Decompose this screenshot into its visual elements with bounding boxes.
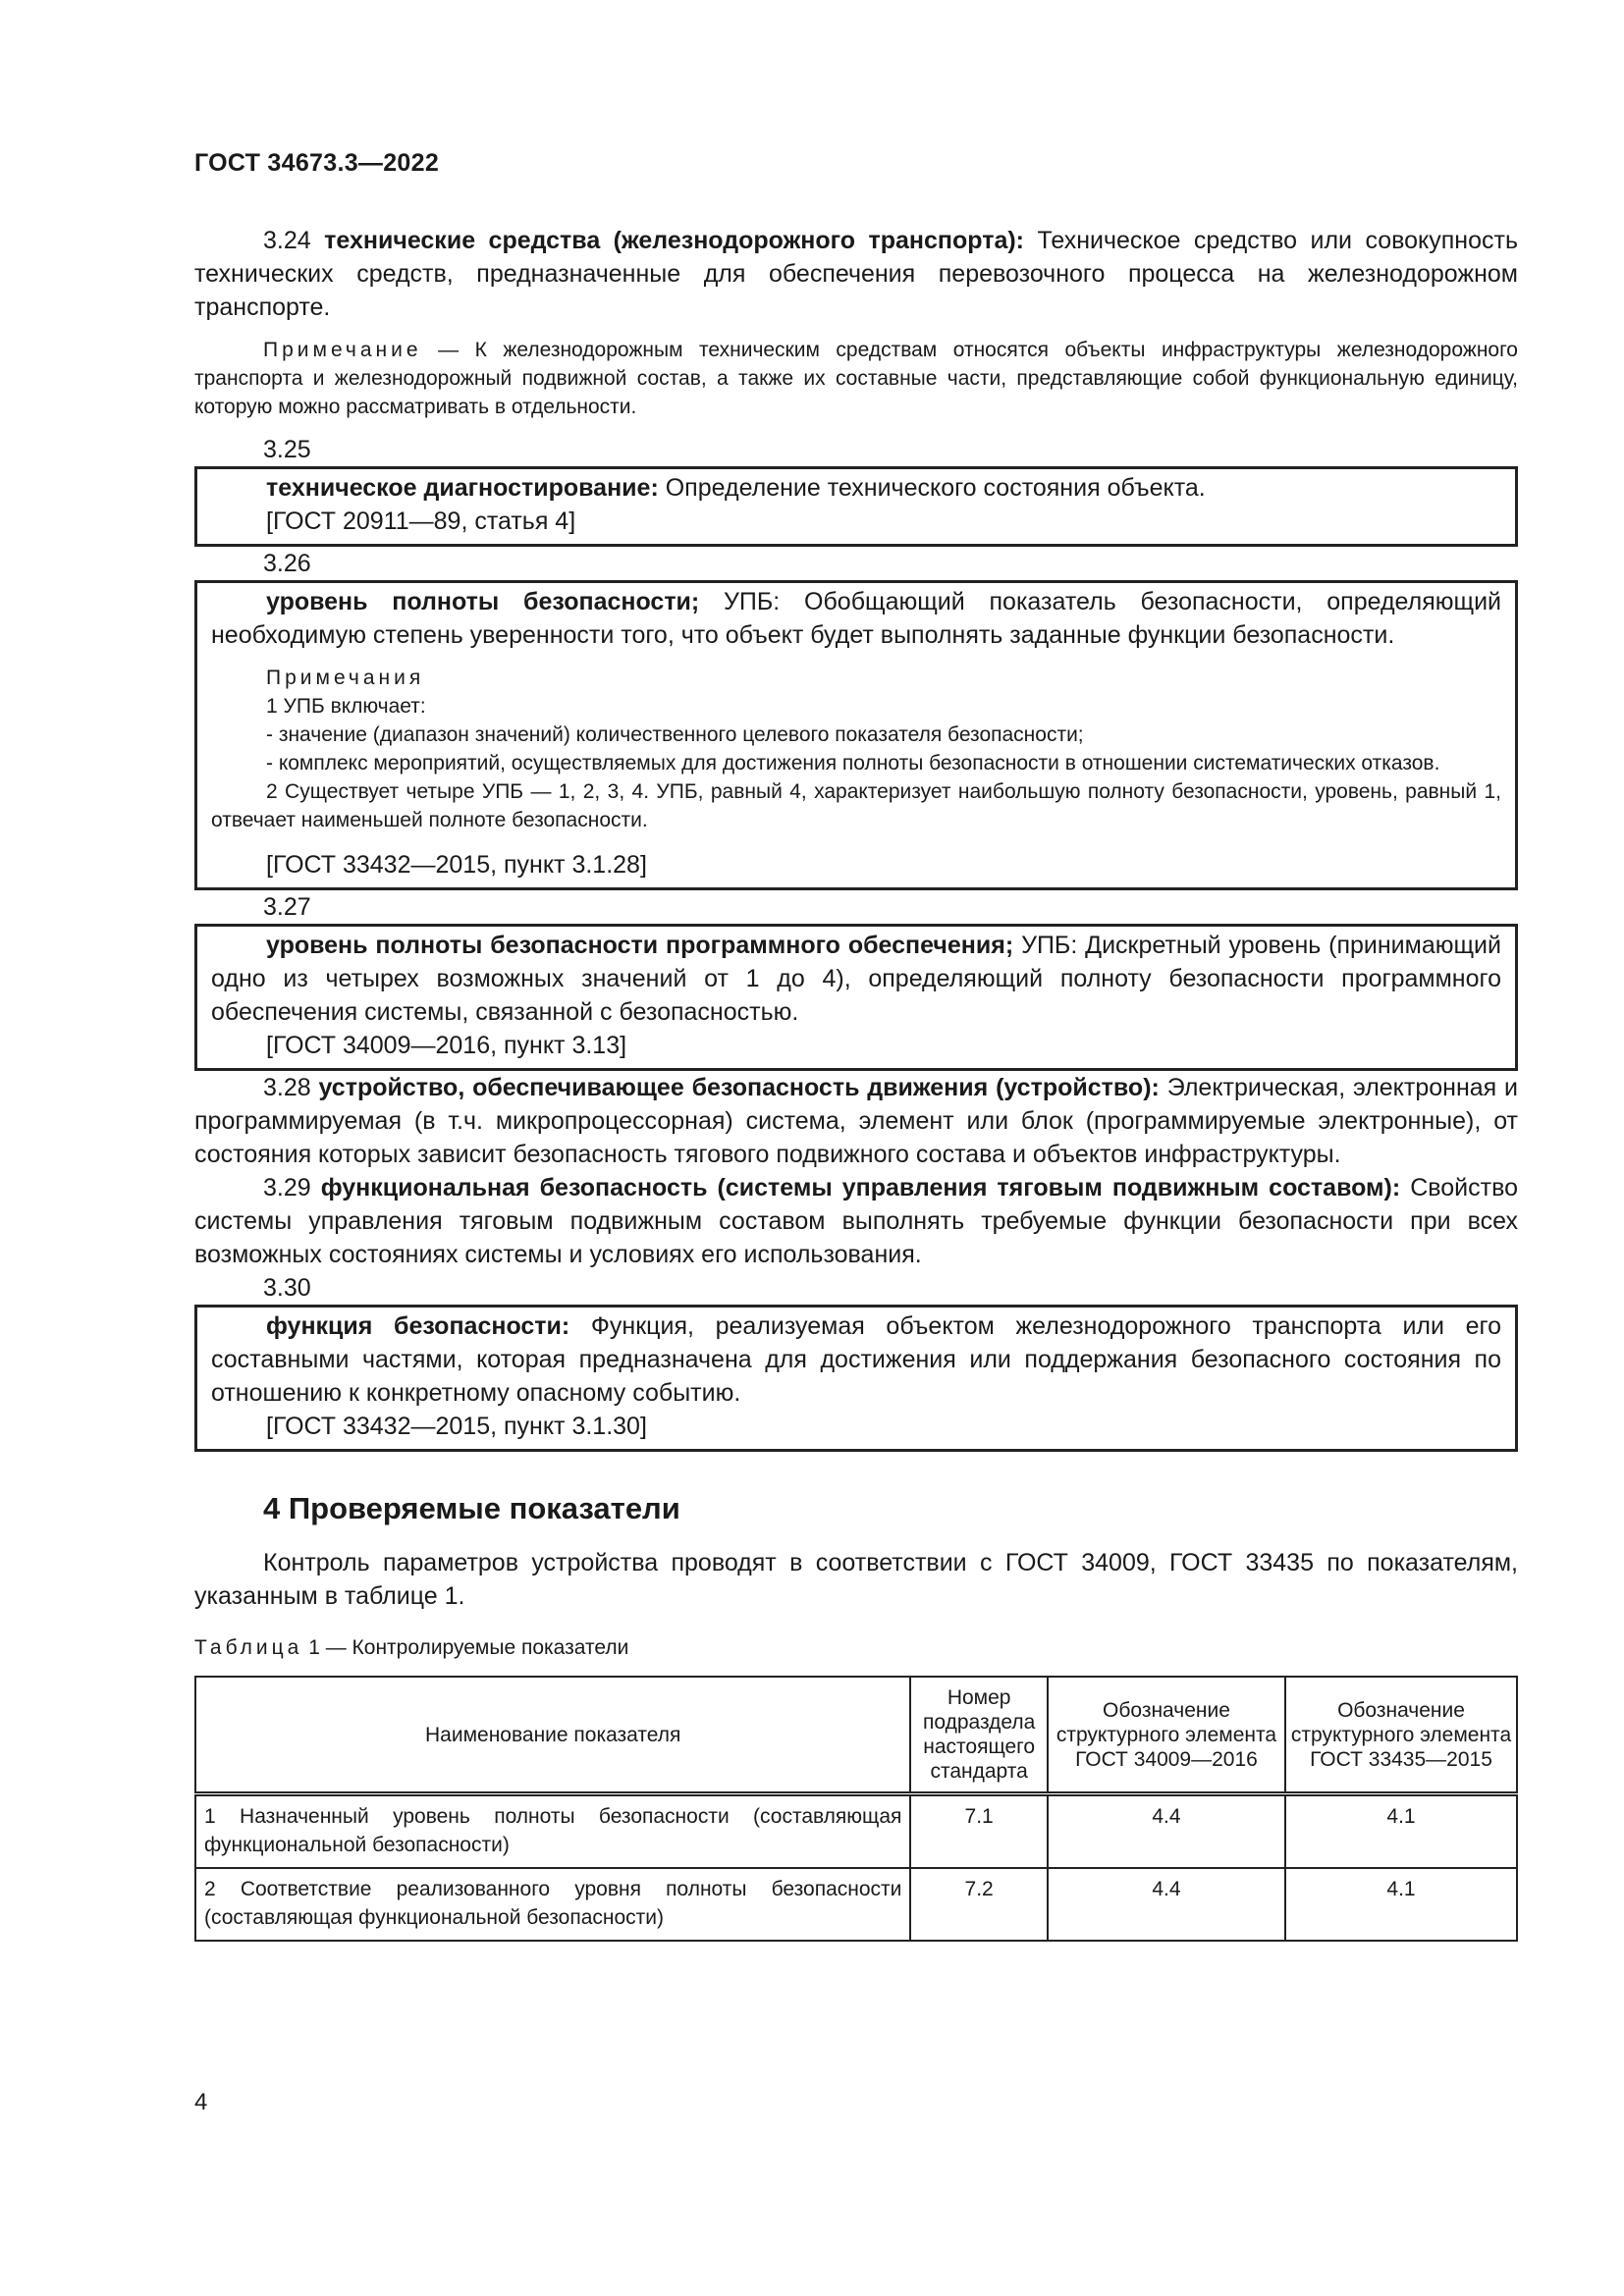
definition-text: Свойство системы управления тяговым подвижным составом выполнять требуемые функции безопасности при всех возможных состояниях системы и условиях его использования. — [194, 1174, 1518, 1268]
table-cell: 7.2 — [910, 1868, 1048, 1941]
note-1: 1 УПБ включает: — [266, 695, 426, 718]
clause-number-3-26: 3.26 — [263, 550, 311, 577]
table-caption-text: 1 — Контролируемые показатели — [308, 1636, 629, 1659]
note-1b: - комплекс мероприятий, осуществляемых для достижения полноты безопасности в отношении систематических отказов. — [266, 752, 1440, 774]
quoted-term-box-3-30 — [194, 1305, 1518, 1452]
definition-text: Функция, реализуемая объектом железнодорожного транспорта или его составными частями, которая предназначена для достижения или поддержания безопасного состояния по отношению к конкретному опасному событию. — [211, 1312, 1502, 1407]
term-paragraph — [211, 471, 1501, 505]
header-indicator-name: Наименование показателя — [195, 1677, 910, 1794]
section-title: 4 Проверяемые показатели — [263, 1491, 680, 1525]
table-caption-label: Таблица — [194, 1636, 303, 1659]
note-text: — К железнодорожным техническим средствам относятся объекты инфраструктуры железнодорожного транспорта и железнодорожный подвижной состав, а также их составные части, представляющие собой функциональную единицу, которую можно рассматривать в отдельности. — [194, 339, 1518, 418]
term-paragraph — [211, 585, 1501, 652]
source-reference: [ГОСТ 33432—2015, пункт 3.1.28] — [266, 851, 647, 879]
source-reference: [ГОСТ 33432—2015, пункт 3.1.30] — [266, 1413, 647, 1440]
note-3-24 — [194, 336, 1518, 421]
table-cell: 2 Соответствие реализованного уровня полноты безопасности (составляющая функциональной безопасности) — [195, 1868, 910, 1941]
definition-3-29 — [194, 1171, 1518, 1271]
table-row — [195, 1794, 1517, 1869]
term: техническое диагностирование: — [266, 474, 659, 502]
quoted-term-box-3-25 — [194, 466, 1518, 547]
clause-number: 3.29 — [263, 1174, 311, 1201]
note-1a: - значение (диапазон значений) количественного целевого показателя безопасности; — [266, 723, 1084, 746]
term: функция безопасности: — [266, 1312, 570, 1340]
header-gost-34009: Обозначение структурного элемента ГОСТ 34009—2016 — [1048, 1677, 1285, 1794]
source-reference: [ГОСТ 20911—89, статья 4] — [266, 507, 576, 535]
quoted-term-box-3-26 — [194, 580, 1518, 890]
term: функциональная безопасность (системы управления тяговым подвижным составом): — [320, 1174, 1401, 1201]
table-cell: 4.1 — [1285, 1794, 1517, 1869]
definition-text: Техническое средство или совокупность технических средств, предназначенные для обеспечения перевозочного процесса на железнодорожном транспорте. — [194, 227, 1518, 321]
table-cell: 7.1 — [910, 1794, 1048, 1869]
table-cell: 4.4 — [1048, 1794, 1285, 1869]
definition-3-28 — [194, 1071, 1518, 1171]
table-caption — [194, 1634, 1518, 1662]
quoted-term-box-3-27 — [194, 924, 1518, 1071]
table-cell: 1 Назначенный уровень полноты безопасности (составляющая функциональной безопасности) — [195, 1794, 910, 1869]
indicators-table — [194, 1676, 1518, 1942]
term: уровень полноты безопасности программного обеспечения; — [266, 932, 1014, 959]
source-reference: [ГОСТ 34009—2016, пункт 3.13] — [266, 1032, 627, 1059]
table-cell: 4.1 — [1285, 1868, 1517, 1941]
page-content — [194, 224, 1518, 1942]
term: устройство, обеспечивающее безопасность движения (устройство): — [318, 1074, 1160, 1101]
term: технические средства (железнодорожного транспорта): — [324, 227, 1025, 254]
note-2: 2 Существует четыре УПБ — 1, 2, 3, 4. УПБ, равный 4, характеризует наибольшую полноту безопасности, уровень, равный 1, отвечает наименьшей полноте безопасности. — [211, 780, 1501, 831]
page-number: 4 — [194, 2089, 208, 2115]
term-paragraph — [211, 1309, 1501, 1410]
header-gost-33435: Обозначение структурного элемента ГОСТ 33435—2015 — [1285, 1677, 1517, 1794]
clause-number: 3.28 — [263, 1074, 311, 1101]
definition-3-24 — [194, 224, 1518, 324]
clause-number: 3.24 — [263, 227, 311, 254]
table-cell: 4.4 — [1048, 1868, 1285, 1941]
clause-number-3-27: 3.27 — [263, 893, 311, 921]
clause-number-3-25: 3.25 — [263, 436, 311, 463]
definition-text: УПБ: Дискретный уровень (принимающий одно из четырех возможных значений от 1 до 4), определяющий полноту безопасности программного обеспечения системы, связанной с безопасностью. — [211, 932, 1501, 1026]
note-label: Примечание — [263, 339, 422, 361]
definition-text: Определение технического состояния объекта. — [665, 474, 1206, 502]
table-row — [195, 1868, 1517, 1941]
definition-text: Электрическая, электронная и программируемая (в т.ч. микропроцессорная) система, элемент или блок (программируемые электронные), от состояния которых зависит безопасность тягового подвижного состава и объектов инфраструктуры. — [194, 1074, 1519, 1168]
term-paragraph — [211, 929, 1501, 1029]
term: уровень полноты безопасности; — [266, 588, 700, 615]
notes-label: Примечания — [266, 667, 425, 689]
header-subsection-number: Номер подраздела настоящего стандарта — [910, 1677, 1048, 1794]
clause-number-3-30: 3.30 — [263, 1274, 311, 1302]
section-paragraph: Контроль параметров устройства проводят в соответствии с ГОСТ 34009, ГОСТ 33435 по показателям, указанным в таблице 1. — [194, 1549, 1518, 1610]
table-header-row — [195, 1677, 1517, 1794]
document-header: ГОСТ 34673.3—2022 — [194, 149, 440, 177]
definition-text: УПБ: Обобщающий показатель безопасности, определяющий необходимую степень уверенности того, что объект будет выполнять заданные функции безопасности. — [211, 588, 1501, 649]
